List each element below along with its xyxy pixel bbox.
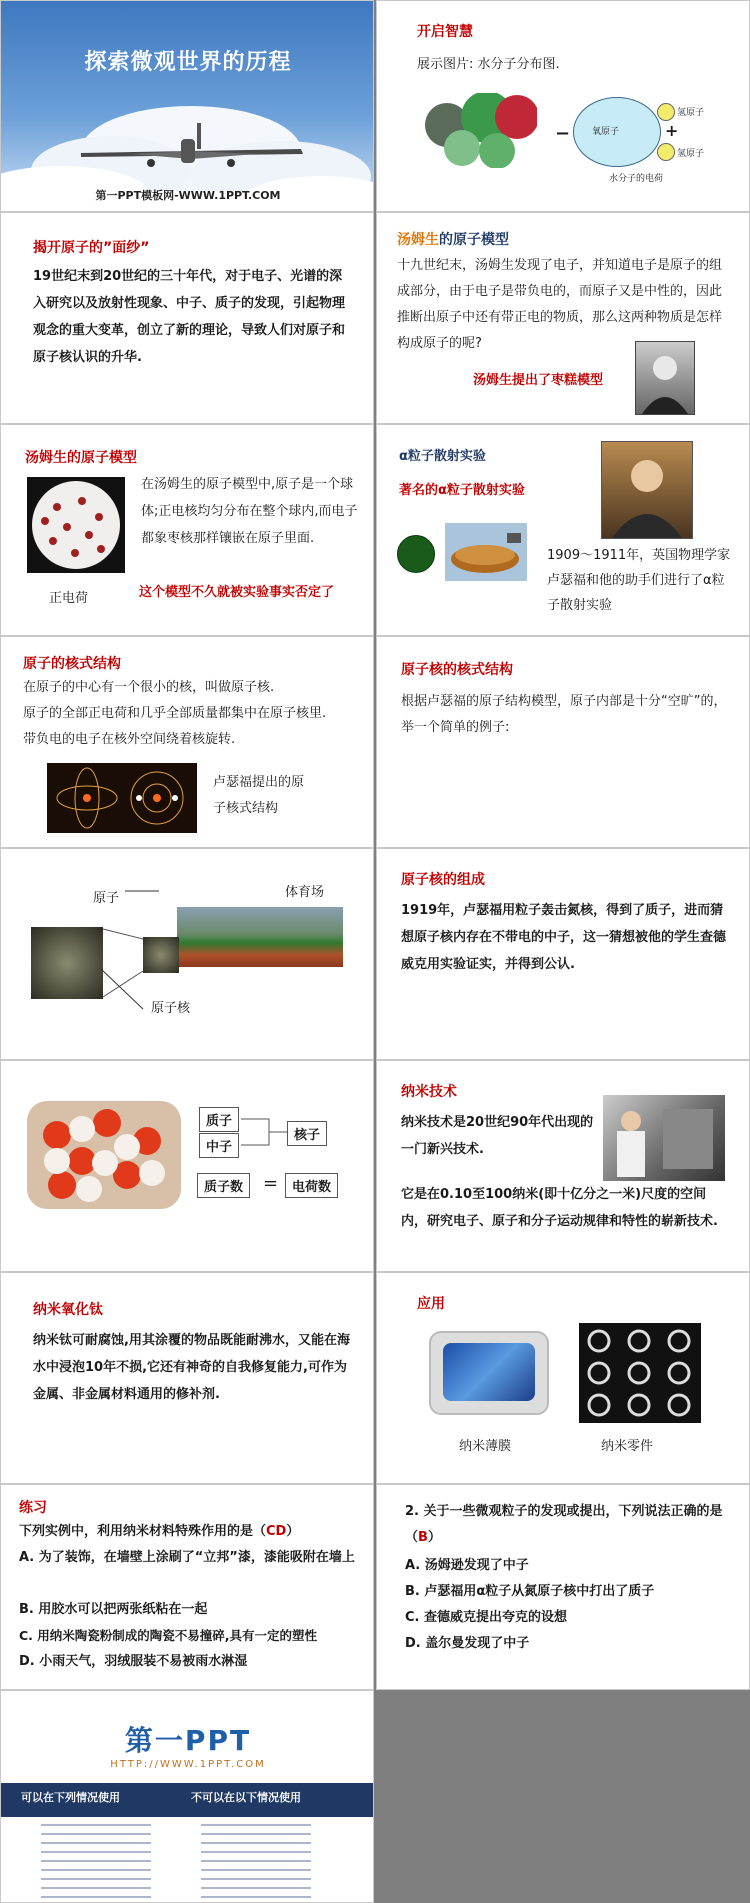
lab-photo — [603, 1095, 725, 1181]
option-c: C. 用纳米陶瓷粉制成的陶瓷不易撞碎,具有一定的塑性 — [19, 1628, 318, 1643]
equals-sign: = — [263, 1173, 279, 1194]
slide-credits — [0, 1690, 374, 1903]
slide-unveil — [0, 212, 374, 424]
option-a: A. 为了装饰，在墙壁上涂刷了“立邦”漆，漆能吸附在墙上 — [19, 1550, 355, 1565]
heading-part-name: 汤姆生 — [397, 232, 439, 248]
option-c: C. 查德威克提出夸克的设想 — [405, 1610, 568, 1625]
question-text — [19, 1519, 369, 1545]
slide-cover — [0, 0, 374, 212]
slide-heading: 纳米氧化钛 — [33, 1302, 103, 1318]
positive-charge-label: 正电荷 — [49, 591, 89, 606]
slide-nuclear-structure — [0, 636, 374, 848]
slide-text: 在原子的中心有一个很小的核，叫做原子核. 原子的全部正电荷和几乎全部质量都集中在原子核里. 带负电的电子在核外空间绕着核旋转. — [23, 680, 327, 747]
slide-text: 纳米钛可耐腐蚀,用其涂覆的物品既能耐沸水，又能在海水中浸泡10年不损,它还有神奇的自我修复能力,可作为金属、非金属材料通用的修补剂. — [33, 1333, 350, 1402]
option-b: B. 用胶水可以把两张纸粘在一起 — [19, 1602, 208, 1617]
image-caption-line2: 子核式结构 — [213, 801, 279, 816]
answer-text: B — [418, 1530, 428, 1545]
airplane-icon — [71, 121, 311, 181]
slide-alpha — [376, 424, 750, 636]
option-b: B. 卢瑟福用α粒子从氮原子核中打出了质子 — [405, 1584, 655, 1599]
slide-text: 根据卢瑟福的原子结构模型，原子内部是十分“空旷”的，举一个简单的例子: — [401, 694, 727, 735]
slide-heading: 应用 — [417, 1296, 445, 1312]
slide-exercise-1 — [0, 1484, 374, 1690]
nucleus-image — [27, 1101, 181, 1209]
answer-text: CD — [266, 1524, 287, 1539]
nano-parts-label: 纳米零件 — [601, 1439, 654, 1454]
apparatus-image — [445, 523, 527, 581]
slide-nuclear-example — [376, 636, 750, 848]
option-a: A. 汤姆逊发现了中子 — [405, 1558, 529, 1573]
proton-number-box: 质子数 — [197, 1173, 250, 1198]
slide-heading: α粒子散射实验 — [399, 449, 486, 464]
hydrogen-circle-2 — [657, 143, 675, 161]
water-molecule-image — [417, 93, 537, 168]
link-list-lines — [1, 1817, 374, 1903]
model-note: 汤姆生提出了枣糕模型 — [473, 373, 604, 388]
question-stem: 下列实例中，利用纳米材料特殊作用的是（ — [19, 1524, 267, 1539]
slide-heading: 原子的核式结构 — [23, 656, 121, 672]
brand-url: HTTP://WWW.1PPT.COM — [110, 1759, 266, 1770]
question-end: ） — [286, 1524, 300, 1539]
hydrogen-label-2: 氢原子 — [677, 149, 705, 159]
usage-info-panel — [1, 1783, 374, 1903]
pointer-lines — [1, 849, 374, 1060]
neutron-box: 中子 — [199, 1133, 239, 1158]
slide-nucleus-composition — [376, 848, 750, 1060]
slide-nano-titanium — [0, 1272, 374, 1484]
green-target-image — [397, 535, 435, 573]
slide-stadium — [0, 848, 374, 1060]
brand-logo: 第一PPT — [124, 1724, 252, 1757]
cover-title: 探索微观世界的历程 — [84, 50, 292, 75]
portrait-thomson — [635, 341, 695, 415]
slide-applications — [376, 1272, 750, 1484]
slide-text: 1919年，卢瑟福用粒子轰击氮核，得到了质子，进而猜想原子核内存在不带电的中子，这一猜想被他的学生查德威克用实验证实，并得到公认. — [401, 903, 727, 972]
minus-sign: − — [555, 123, 571, 144]
heading-part-model: 的原子模型 — [439, 232, 509, 248]
question-end: ） — [427, 1530, 441, 1545]
option-d: D. 小雨天气，羽绒服装不易被雨水淋湿 — [19, 1654, 248, 1669]
slide-text: 19世纪末到20世纪的三十年代，对于电子、光谱的深入研究以及放射性现象、中子、质子的发现，引起物理观念的重大变革，创立了新的理论，导致人们对原子和原子核认识的升华. — [33, 269, 346, 365]
slide-thomson-intro — [376, 212, 750, 424]
slide-text-2: 它是在0.10至100纳米(即十亿分之一米)尺度的空间内，研究电子、原子和分子运动规律和特性的崭新技术. — [401, 1187, 718, 1229]
portrait-rutherford — [601, 441, 693, 539]
slide-exercise-2 — [376, 1484, 750, 1690]
slide-heading: 练习 — [19, 1500, 47, 1516]
nano-parts-image — [579, 1323, 701, 1423]
model-note: 这个模型不久就被实验事实否定了 — [139, 585, 335, 600]
slide-heading: 纳米技术 — [401, 1084, 457, 1100]
slide-wisdom — [376, 0, 750, 212]
slide-text: 1909～1911年，英国物理学家卢瑟福和他的助手们进行了α粒子散射实验 — [547, 548, 731, 613]
cannot-use-title: 不可以在以下情况使用 — [191, 1791, 301, 1804]
slide-heading: 开启智慧 — [417, 24, 473, 40]
option-d: D. 盖尔曼发现了中子 — [405, 1636, 530, 1651]
nucleus-label: 原子核 — [151, 1001, 191, 1016]
charge-number-box: 电荷数 — [285, 1173, 338, 1198]
slide-text-1: 纳米技术是20世纪90年代出现的一门新兴技术. — [401, 1115, 594, 1157]
diagram-caption: 水分子的电荷 — [609, 174, 664, 184]
slide-nanotech — [376, 1060, 750, 1272]
plus-sign: + — [665, 121, 679, 140]
question-text — [405, 1499, 735, 1551]
atom-label: 原子 — [93, 891, 120, 906]
watermark-text: 第一PPT模板网-WWW.1PPT.COM — [95, 189, 281, 202]
hydrogen-label-1: 氢原子 — [677, 108, 705, 118]
stadium-label: 体育场 — [285, 885, 325, 900]
link-list-area — [1, 1817, 374, 1903]
slide-thomson-model — [0, 424, 374, 636]
can-use-title: 可以在下列情况使用 — [21, 1791, 120, 1804]
slide-heading: 原子核的组成 — [401, 872, 485, 888]
slide-nucleon — [0, 1060, 374, 1272]
slide-text: 展示图片: 水分子分布图. — [417, 57, 560, 72]
slide-heading: 原子核的核式结构 — [401, 662, 513, 678]
hydrogen-circle-1 — [657, 103, 675, 121]
slide-heading — [397, 229, 509, 249]
question-stem: 2. 关于一些微观粒子的发现或提出，下列说法正确的是（ — [405, 1504, 723, 1545]
slide-heading: 汤姆生的原子模型 — [25, 450, 137, 466]
oxygen-label: 氧原子 — [592, 127, 620, 137]
nano-film-label: 纳米薄膜 — [459, 1439, 512, 1454]
nano-film-image — [429, 1331, 549, 1415]
slide-text: 在汤姆生的原子模型中,原子是一个球体;正电核均匀分布在整个球内,而电子都象枣核那样镶嵌在原子里面. — [141, 477, 358, 546]
slide-subheading: 著名的α粒子散射实验 — [399, 483, 525, 498]
plum-pudding-image — [27, 477, 125, 573]
slide-text: 十九世纪末，汤姆生发现了电子，并知道电子是原子的组成部分，由于电子是带负电的，而原子又是中性的，因此推断出原子中还有带正电的物质，那么这两种物质是怎样构成原子的呢? — [397, 258, 723, 351]
image-caption-line1: 卢瑟福提出的原 — [213, 775, 305, 790]
proton-box: 质子 — [199, 1107, 239, 1132]
slide-heading: 揭开原子的”面纱” — [33, 240, 150, 256]
nucleon-box: 核子 — [287, 1121, 327, 1146]
atom-model-image — [47, 763, 197, 833]
